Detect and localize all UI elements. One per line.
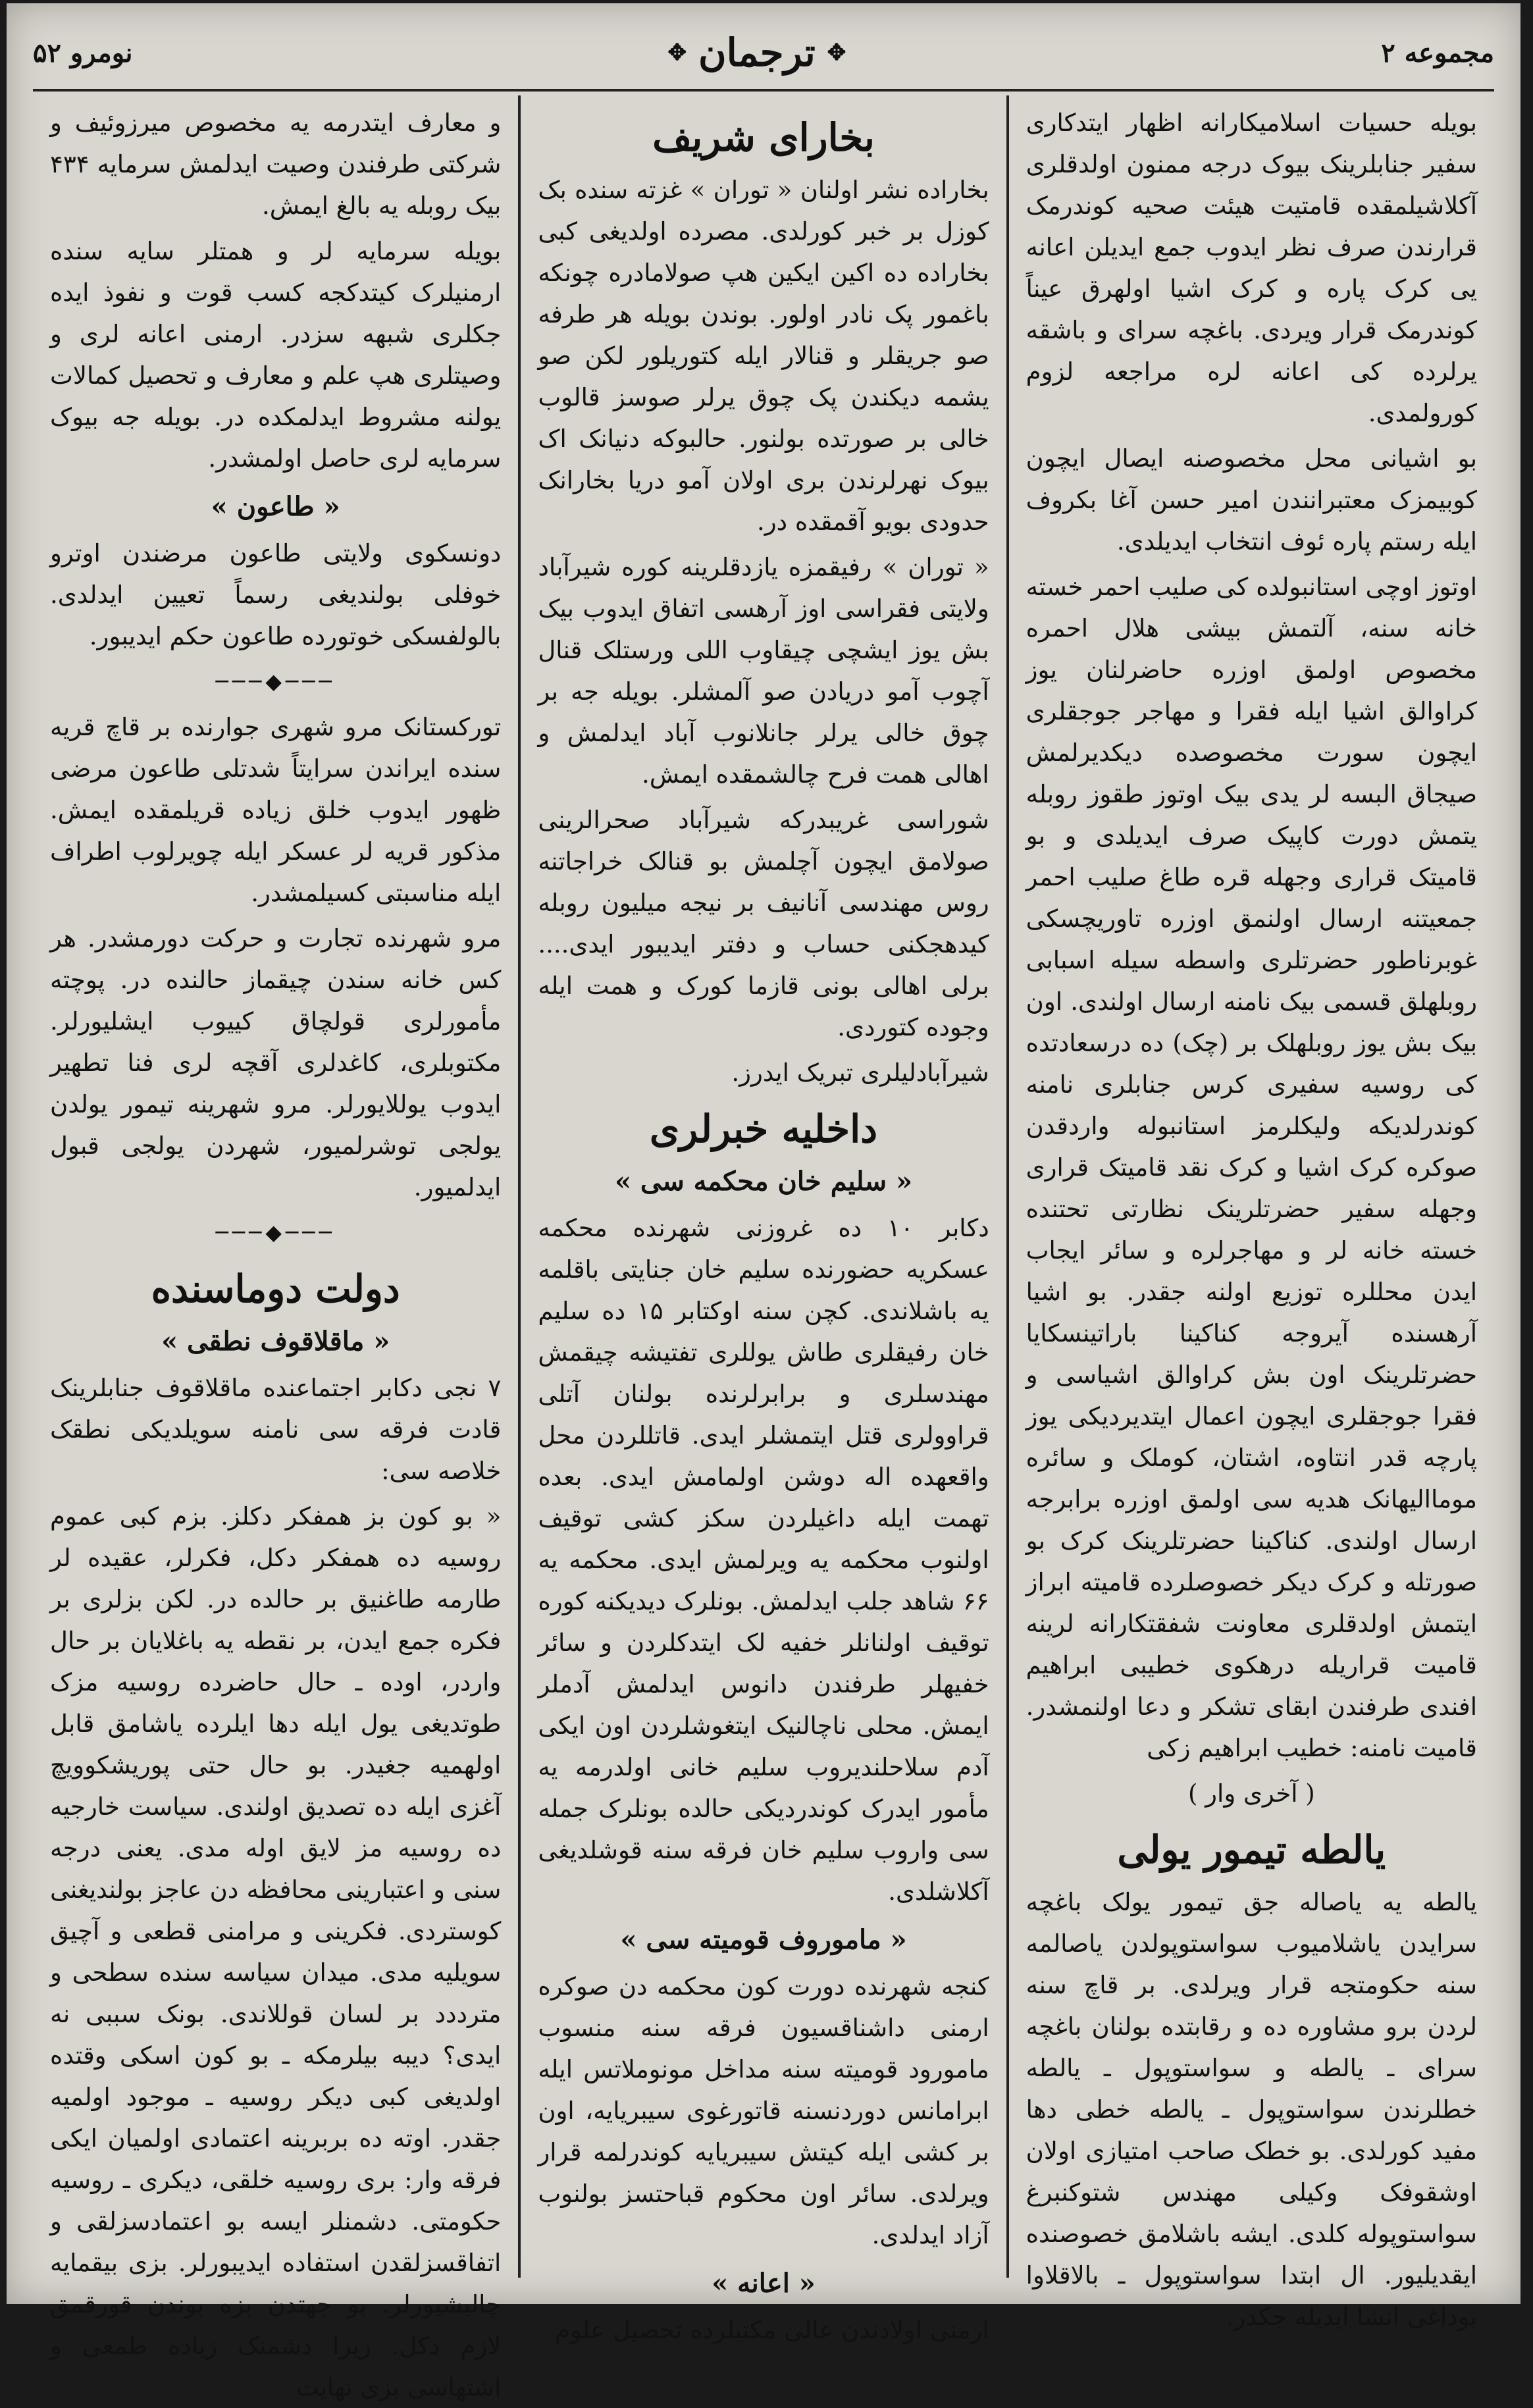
paragraph: مرو شهرنده تجارت و حرکت دورمشدر. هر کس خانه سندن چیقماز حالنده در. پوچته مأمورلری قولچاق کییوب ایشلیورلر. مکتوبلری، کاغدلری آقچه لری فنا تطهیر ایدوب یوللایورلر. مرو شهرینه تیمور یولدن یولجی توشرلمیور، شهردن یولجی قبول ایدلمیور.: [50, 924, 502, 1201]
ornament-separator: ───◆───: [215, 669, 336, 694]
masthead-ornament-left: ✥: [667, 39, 687, 66]
paragraph: ۷ نجی دکابر اجتماعنده ماقلاقوف جنابلرینک قادت فرقه سی نامنه سویلدیکی نطقک خلاصه سی:: [50, 1374, 502, 1485]
paragraph: و معارف ایتدرمه یه مخصوص میرزوئیف و شرکتی طرفندن وصیت ایدلمش سرمایه ۴۳۴ بیک روبله یه بالغ ایمش.: [50, 109, 502, 220]
section-heading: دولت دوماسنده: [151, 1267, 400, 1311]
issue-label: نومرو ۵۲: [33, 37, 133, 68]
paragraph: بو اشیانی محل مخصوصنه ایصال ایچون کوبیمزک معتبرانندن امیر حسن آغا بکروف ایله رستم پاره ئوف انتخاب ایدیلدی.: [1026, 444, 1477, 556]
section-heading: داخلیه خبرلری: [649, 1107, 878, 1151]
paragraph: دکابر ۱۰ ده غروزنی شهرنده محکمه عسکریه حضورنده سلیم خان جنایتی باقلمه یه باشلاندی. کچن سنه اوکتابر ۱۵ ده سلیم خان رفیقلری طاش یوللری تفتیشه چیقمش مهندسلری و برابرلرنده بولنان آتلی قراوولری قتل ایتمشلر ایدی. قاتللردن محل واقعهده اله دوشن اولمامش ایدی. بعده تهمت ایله داغیلردن سکز کشی توقیف اولنوب محکمه یه ویرلمش ایدی. محکمه یه ۶۶ شاهد جلب ایدلمش. بونلرک دیدیکنه کوره توقیف اولنانلر خفیه لک ایتدکلردن و سائر خفیهلر طرفندن دانوس ایدلمش آدملر ایمش. محلی ناچالنیک ایتغوشلردن اون ایکی آدم سلاحلندیروب سلیم خانی اولدرمه یه مأمور ایدرک کوندردیکی حالده بونلرک جمله سی واروب سلیم خان فرقه سنه قوشلدیغی آکلاشلدی.: [538, 1214, 989, 1906]
ornament-separator: ───◆───: [215, 1220, 336, 1245]
article-columns: [33, 95, 1494, 2401]
sub-heading: « طاعون »: [211, 491, 340, 522]
page-header: [33, 16, 1494, 92]
paragraph: توركستانک مرو شهری جوارنده بر قاچ قریه سنده ایراندن سرایتاً شدتلی طاعون مرضی ظهور ایدوب خلق زیاده قریلمقده ایمش. مذکور قریه لر عسکر ایله چویرلوب اطراف ایله مناسبتی کسیلمشدر.: [50, 713, 502, 907]
paragraph: بخاراده نشر اولنان « توران » غزته سنده بک کوزل بر خبر کورلدی. مصرده اولدیغی کبی بخاراده ده اکین ایکین هپ صولامادره چونکه باغمور پک نادر اولور. بوندن بویله هر طرفه صو جریقلر و قنالار ایله کتوریلور لکن صو یشمه دیکندن پک چوق یرلر صوسز قالوب خالی بر صورتده بولنور. حالبوکه دنیانک اک بیوک نهرلرندن بری اولان آمو دریا بخارانک حدودی بویو آقمقده در.: [538, 176, 989, 536]
sub-heading: « اعانه »: [712, 2268, 816, 2299]
paragraph: بویله سرمایه لر و همتلر سایه سنده ارمنیلرک کیتدکجه کسب قوت و نفوذ ایده جکلری شبهه سزدر. ارمنی اعانه لری و وصیتلری هپ علم و معارف و تحصیل کمالات یولنه مشروط ایدلمکده در. بویله جه بیوک سرمایه لری حاصل اولمشدر.: [50, 237, 502, 473]
paragraph: ارمنی اولادندن عالی مکتبلرده تحصیل علوم: [554, 2316, 989, 2344]
newspaper-title: ترجمان: [698, 30, 816, 75]
paragraph: « بو کون بز همفکر دکلز. بزم کبی عموم روسیه ده همفکر دکل، فکرلر، عقیده لر طارمه طاغنیق بر حالده در. لکن بزلری بر فکره جمع ایدن، بر نقطه یه باغلایان بر حال واردر، اوده ـ حال حاضرده روسیه مزک طوتدیغی یول ایله دها ایلرده یاشامق قابل اولهمیه جغیدر. بو حال حتی پوریشکوویچ آغزی ایله ده تصدیق اولندی. سیاست خارجیه ده روسیه مز لایق اوله مدی. یعنی درجه سنی و اعتبارینی محافظه دن عاجز بولندیغنی کوستردی. فکرینی و مرامنی قطعی و آچیق سویلیه مدی. میدان سیاسه سنده سطحی و مترددد بر لسان قوللاندی. بونک سببی نه ایدی؟ دیبه بیلرمکه ـ بو کون اسکی وقتده اولدیغی کبی دیکر روسیه ـ موجود اولمیه جقدر. اوته ده بربرینه اعتمادی اولمیان ایکی فرقه وار: بری روسیه خلقی، دیکری ـ روسیه حکومتی. دشمنلر ایسه بو اعتمادسزلقی و اتفاقسزلقدن استفاده ایدیبورلر. بزی بیقمایه چالیشیورلر. بو جهتدن بزه بوندن قورقمق لازم دکل. زیرا دشمنک زیاده طمعی و اشتهاسی بزی نهایت: [50, 1502, 502, 2401]
paragraph: بویله حسیات اسلامیکارانه اظهار ایتدکاری سفیر جنابلرینک بیوک درجه ممنون اولدقلری آکلاشیلمقده قامتیت هیئت صحیه کوندرمک قرارندن صرف نظر ایدوب جمع ایدیلن اعانه یی کرک پاره و کرک اشیا اولهرق عیناً کوندرمک قرار ویردی. باغچه سرای و باشقه یرلرده کی اعانه لره مراجعه لزوم کورولمدی.: [1026, 109, 1477, 427]
paragraph: شوراسی غریبدرکه شیرآباد صحرالرینی صولامق ایچون آچلمش بو قنالک خراجاتنه روس مهندسی آنانیف بر نیجه میلیون روبله کیدهجکنی حساب و دفتر ایدیبور ایدی.... برلی اهالی بونی قازما کورک و همت ایله وجوده کتوردی.: [538, 806, 989, 1041]
paragraph: اوتوز اوچی استانبولده کی صلیب احمر خسته خانه سنه، آلتمش بیشی هلال احمره مخصوص اولمق اوزره حاضرلنان یوز کراوالق اشیا ایله فقرا و مهاجر جوجقلری ایچون سورت مخصوصده دیکدیرلمش صیجاق البسه لر یدی بیک اوتوز طقوز روبله یتمش دورت کاپیک صرف ایدیلدی و بو قامیتک قراری وجهله قره طاغ صلیب احمر جمعیتنه ارسال اولنمق اوزره تاوریچسکی غوبرناطور حضرتلری واسطه سیله اسبابی روبلهلق قسمی بیک نامنه ارسال اولندی. اون بیک بش یوز روبلهلک بر (چک) ده درسعادتده کی روسیه سفیری کرس جنابلری نامنه کوندرلدیکه ولیکلرمز استانبوله واردقدن صوکره کرک اشیا و کرک نقد قامیتک قراری وجهله سفیر حضرتلرینک نظارتی تحتنده خسته خانه لر و مهاجرلره و سائر ایجاب ایدن محللره توزیع اولنه جقدر. بو اشیا آرهسنده آیروجه کناکینا باراتینسکایا حضرتلرینک اون بش کراوالق اشیاسی و فقرا جوجقلری ایچون اعمال ایتدیردیکی یوز پارچه قدر انتاوه، اشتان، کوملک و سائره موماالیهانک هدیه سی اولمق اوزره برابرجه ارسال اولندی. کناکینا حضرتلرینک کرک بو صورتله و کرک دیکر خصوصلرده قامیته ابراز ایتمش اولدقلری معاونت شفقتکارانه لرینه قامیت قراریله درهکوی خطیبی ابراهیم افندی طرفندن ابقای تشکر و دعا اولنمشدر. قامیت نامنه: خطیب ابراهیم زکی: [1026, 573, 1477, 1762]
paragraph: یالطه یه یاصاله جق تیمور یولک باغچه سرایدن یاشلامیوب سواستوپولدن یاصالمه سنه حکومتجه قرار ویرلدی. بر قاچ سنه لردن برو مشاوره ده و رقابتده بولنان باغچه سرای ـ یالطه و سواستوپول ـ یالطه خطلرندن سواستوپول ـ یالطه خطی دها مفید کورلدی. بو خطک صاحب امتیازی اولان اوشقوفک وکیلی مهندس شتوکنبرغ سواستوپوله کلدی. ایشه باشلامق خصوصنده ایقدیلیور. ال ابتدا سواستوپول ـ بالاقلاوا بوداغی انشا ایدیله جکدر.: [1026, 1888, 1477, 2331]
paragraph: کنجه شهرنده دورت کون محکمه دن صوکره ارمنی داشناقسیون فرقه سنه منسوب مامورود قومیته سنه مداخل مونوملاتس ایله ابرامانس دوردنسنه قاتورغوی سیبریایه، اون بر کشی ایله کیتش سیبریایه کوندرلمه قرار ویرلدی. سائر اون محکوم قباحتسز بولنوب آزاد ایدلدی.: [538, 1972, 989, 2249]
paragraph: « توران » رفیقمزه یازدقلرینه کوره شیرآباد ولایتی فقراسی اوز آرهسی اتفاق ایدوب بیک بش یوز ایشچی چیقاوب اللی ورستلک قنال آچوب آمو دریادن صو آلمشلر. بویله جه بر چوق خالی یرلر جانلانوب آباد ایدلمش و اهالی همت فرح چالشمقده ایمش.: [538, 553, 989, 789]
continued-note: ( آخری وار ): [1187, 1779, 1315, 1808]
sub-heading: « ماقلاقوف نطقی »: [161, 1326, 390, 1357]
masthead-ornament-right: ✥: [827, 39, 846, 66]
sub-heading: « سلیم خان محکمه سی »: [614, 1166, 913, 1197]
masthead: [667, 30, 846, 75]
column-right: [1009, 95, 1494, 2331]
section-heading: یالطه تیمور یولی: [1117, 1827, 1386, 1872]
paragraph: شیرآبادلیلری تبریک ایدرز.: [731, 1059, 989, 1087]
sub-heading: « ماموروف قومیته سی »: [620, 1924, 907, 1955]
page-label: مجموعه ۲: [1381, 37, 1494, 68]
column-left: [33, 95, 521, 2401]
paragraph: دونسکوی ولایتی طاعون مرضندن اوترو خوفلی بولندیغی رسماً تعیین ایدلدی. بالولفسکی خوتورده طاعون حکم ایدیبور.: [50, 539, 502, 650]
column-middle: [521, 95, 1008, 2344]
section-heading: بخارای شریف: [652, 115, 875, 160]
newspaper-page: [7, 3, 1520, 2401]
